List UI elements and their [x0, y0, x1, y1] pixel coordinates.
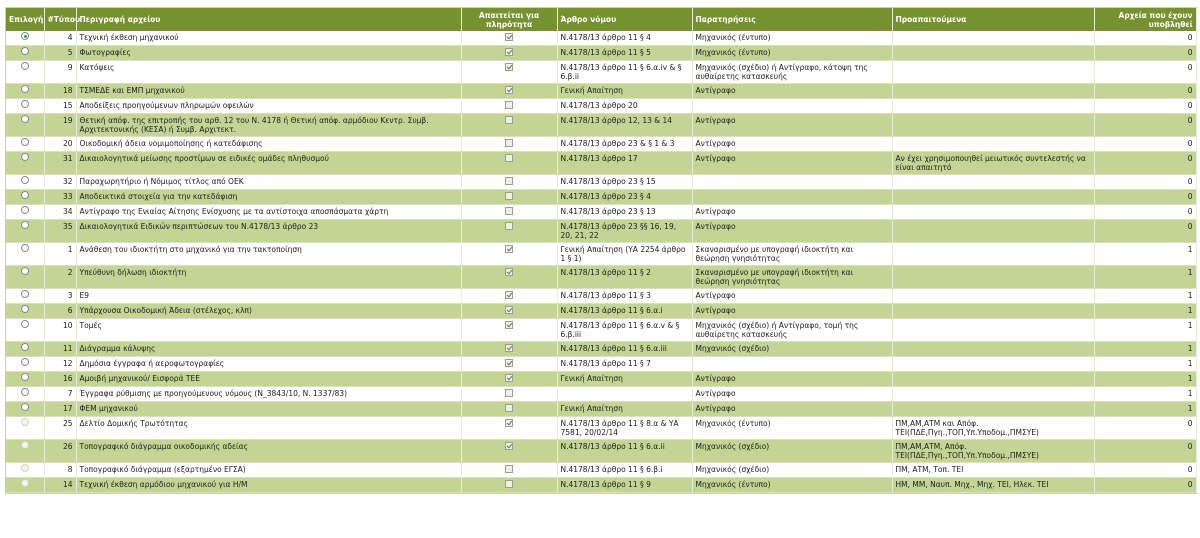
row-select-radio[interactable]	[21, 221, 29, 229]
select-cell	[6, 190, 44, 205]
law-article-cell: N.4178/13 άρθρο 23 § 4	[557, 190, 692, 205]
row-select-radio[interactable]	[21, 267, 29, 275]
type-no-cell: 25	[44, 417, 76, 440]
prerequisites-cell	[892, 46, 1094, 61]
type-no-cell: 26	[44, 440, 76, 463]
type-no-cell: 1	[44, 243, 76, 266]
description-cell: Αντίγραφο της Ενιαίας Αίτησης Ενίσχυσης με τα αντίστοιχα αποσπάσματα χάρτη	[76, 205, 461, 220]
required-checkbox	[505, 419, 513, 427]
description-cell: ΦΕΜ μηχανικού	[76, 402, 461, 417]
col-header-remarks[interactable]: Παρατηρήσεις	[692, 8, 892, 31]
law-article-cell: N.4178/13 άρθρο 20	[557, 99, 692, 114]
row-select-radio[interactable]	[21, 85, 29, 93]
row-select-radio	[21, 418, 29, 426]
description-cell: Παραχωρητήριο ή Νόμιμος τίτλος από ΟΕΚ	[76, 175, 461, 190]
required-checkbox	[505, 465, 513, 473]
required-cell	[461, 319, 557, 342]
type-no-cell: 18	[44, 84, 76, 99]
table-row[interactable]	[6, 402, 1196, 417]
table-row[interactable]	[6, 372, 1196, 387]
row-select-radio[interactable]	[21, 176, 29, 184]
table-row[interactable]	[6, 266, 1196, 289]
table-row[interactable]	[6, 304, 1196, 319]
law-article-cell: N.4178/13 άρθρο 11 § 6.β.i	[557, 463, 692, 478]
remarks-cell: Μηχανικός (σχέδιο) ή Αντίγραφο, κάτοψη της αυθαίρετης κατασκευής	[692, 61, 892, 84]
required-checkbox	[505, 207, 513, 215]
required-checkbox	[505, 48, 513, 56]
files-count-cell: 1	[1094, 289, 1196, 304]
remarks-cell: Αντίγραφο	[692, 304, 892, 319]
files-count-cell: 0	[1094, 440, 1196, 463]
required-checkbox	[505, 139, 513, 147]
type-no-cell: 34	[44, 205, 76, 220]
table-row[interactable]	[6, 137, 1196, 152]
select-cell	[6, 372, 44, 387]
required-cell	[461, 478, 557, 493]
description-cell: Δημόσια έγγραφα ή αεροφωτογραφίες	[76, 357, 461, 372]
row-select-radio[interactable]	[21, 62, 29, 70]
law-article-cell: N.4178/13 άρθρο 12, 13 & 14	[557, 114, 692, 137]
prerequisites-cell	[892, 357, 1094, 372]
required-checkbox	[505, 101, 513, 109]
table-header-row	[6, 8, 1196, 31]
select-cell	[6, 137, 44, 152]
type-no-cell: 15	[44, 99, 76, 114]
row-select-radio[interactable]	[21, 358, 29, 366]
row-select-radio	[21, 441, 29, 449]
description-cell: Τεχνική έκθεση μηχανικού	[76, 31, 461, 46]
type-no-cell: 16	[44, 372, 76, 387]
prerequisites-cell	[892, 61, 1094, 84]
prerequisites-cell	[892, 319, 1094, 342]
select-cell	[6, 114, 44, 137]
law-article-cell: N.4178/13 άρθρο 23 §§ 16, 19, 20, 21, 22	[557, 220, 692, 243]
law-article-cell: Γενική Απαίτηση	[557, 84, 692, 99]
row-select-radio	[21, 464, 29, 472]
description-cell: Αποδείξεις προηγούμενων πληρωμών οφειλών	[76, 99, 461, 114]
files-count-cell: 0	[1094, 137, 1196, 152]
type-no-cell: 32	[44, 175, 76, 190]
select-cell	[6, 31, 44, 46]
remarks-cell: Μηχανικός (έντυπο)	[692, 31, 892, 46]
table-row[interactable]	[6, 61, 1196, 84]
table-row[interactable]	[6, 175, 1196, 190]
table-row[interactable]	[6, 289, 1196, 304]
description-cell: Δικαιολογητικά Ειδικών περιπτώσεων του N.4178/13 άρθρο 23	[76, 220, 461, 243]
files-count-cell: 0	[1094, 478, 1196, 493]
table-row[interactable]	[6, 357, 1196, 372]
files-count-cell: 0	[1094, 31, 1196, 46]
description-cell: Τεχνική έκθεση αρμόδιου μηχανικού για Η/Μ	[76, 478, 461, 493]
table-row[interactable]	[6, 319, 1196, 342]
required-checkbox	[505, 404, 513, 412]
files-count-cell: 0	[1094, 205, 1196, 220]
row-select-radio[interactable]	[21, 191, 29, 199]
row-select-radio[interactable]	[21, 32, 29, 40]
remarks-cell: Μηχανικός (σχέδιο)	[692, 440, 892, 463]
required-cell	[461, 372, 557, 387]
required-cell	[461, 243, 557, 266]
remarks-cell: Μηχανικός (έντυπο)	[692, 417, 892, 440]
prerequisites-cell	[892, 304, 1094, 319]
law-article-cell: N.4178/13 άρθρο 11 § 6.α.v & § 6.β.iii	[557, 319, 692, 342]
prerequisites-cell	[892, 243, 1094, 266]
required-checkbox	[505, 480, 513, 488]
col-header-description[interactable]: Περιγραφή αρχείου	[76, 8, 461, 31]
select-cell	[6, 463, 44, 478]
select-cell	[6, 440, 44, 463]
type-no-cell: 2	[44, 266, 76, 289]
type-no-cell: 7	[44, 387, 76, 402]
description-cell: Τομές	[76, 319, 461, 342]
remarks-cell	[692, 175, 892, 190]
description-cell: Ανάθεση του ιδιοκτήτη στο μηχανικό για την τακτοποίηση	[76, 243, 461, 266]
select-cell	[6, 220, 44, 243]
required-cell	[461, 137, 557, 152]
row-select-radio[interactable]	[21, 403, 29, 411]
prerequisites-cell	[892, 387, 1094, 402]
remarks-cell: Μηχανικός (σχέδιο)	[692, 463, 892, 478]
prerequisites-cell	[892, 137, 1094, 152]
table-row[interactable]	[6, 463, 1196, 478]
select-cell	[6, 342, 44, 357]
required-cell	[461, 357, 557, 372]
files-count-cell: 1	[1094, 387, 1196, 402]
row-select-radio[interactable]	[21, 320, 29, 328]
law-article-cell: N.4178/13 άρθρο 17	[557, 152, 692, 175]
description-cell: Δικαιολογητικά μείωσης προστίμων σε ειδικές ομάδες πληθυσμού	[76, 152, 461, 175]
remarks-cell: Αντίγραφο	[692, 289, 892, 304]
table-row[interactable]	[6, 440, 1196, 463]
required-checkbox	[505, 321, 513, 329]
remarks-cell: Αντίγραφο	[692, 372, 892, 387]
law-article-cell: N.4178/13 άρθρο 11 § 3	[557, 289, 692, 304]
law-article-cell: N.4178/13 άρθρο 23 § 15	[557, 175, 692, 190]
required-cell	[461, 46, 557, 61]
select-cell	[6, 46, 44, 61]
prerequisites-cell	[892, 266, 1094, 289]
prerequisites-cell: ΗΜ, ΜΜ, Ναυπ. Μηχ., Μηχ. ΤΕΙ, Ηλεκ. ΤΕΙ	[892, 478, 1094, 493]
files-count-cell: 1	[1094, 402, 1196, 417]
row-select-radio[interactable]	[21, 153, 29, 161]
row-select-radio[interactable]	[21, 47, 29, 55]
table-row[interactable]	[6, 205, 1196, 220]
description-cell: Φωτογραφίες	[76, 46, 461, 61]
select-cell	[6, 99, 44, 114]
select-cell	[6, 175, 44, 190]
prerequisites-cell	[892, 205, 1094, 220]
remarks-cell	[692, 99, 892, 114]
required-checkbox	[505, 389, 513, 397]
remarks-cell	[692, 357, 892, 372]
description-cell: ΤΣΜΕΔΕ και ΕΜΠ μηχανικού	[76, 84, 461, 99]
law-article-cell	[557, 387, 692, 402]
table-row[interactable]	[6, 190, 1196, 205]
table-row[interactable]	[6, 220, 1196, 243]
law-article-cell: N.4178/13 άρθρο 11 § 2	[557, 266, 692, 289]
law-article-cell: N.4178/13 άρθρο 11 § 9	[557, 478, 692, 493]
remarks-cell: Σκαναρισμένο με υπογραφή ιδιοκτήτη και θεώρηση γνησιότητας	[692, 266, 892, 289]
law-article-cell: N.4178/13 άρθρο 11 § 7	[557, 357, 692, 372]
prerequisites-cell: ΠΜ,ΑΜ,ΑΤΜ, Απόφ. ΤΕΙ(ΠΔΕ,Πγη.,ΤΟΠ,Υπ.Υποδομ.,ΠΜΣΥΕ)	[892, 440, 1094, 463]
table-row[interactable]	[6, 99, 1196, 114]
select-cell	[6, 205, 44, 220]
required-cell	[461, 463, 557, 478]
description-cell: Τοπογραφικό διάγραμμα (εξαρτημένο ΕΓΣΑ)	[76, 463, 461, 478]
table-row[interactable]	[6, 114, 1196, 137]
table-row[interactable]	[6, 342, 1196, 357]
prerequisites-cell	[892, 342, 1094, 357]
prerequisites-cell	[892, 31, 1094, 46]
type-no-cell: 17	[44, 402, 76, 417]
required-checkbox	[505, 63, 513, 71]
prerequisites-cell	[892, 220, 1094, 243]
table-row[interactable]	[6, 31, 1196, 46]
law-article-cell: N.4178/13 άρθρο 11 § 5	[557, 46, 692, 61]
row-select-radio[interactable]	[21, 115, 29, 123]
type-no-cell: 12	[44, 357, 76, 372]
type-no-cell: 33	[44, 190, 76, 205]
description-cell: Αποδεικτικά στοιχεία για την κατεδάφιση	[76, 190, 461, 205]
remarks-cell	[692, 190, 892, 205]
law-article-cell: N.4178/13 άρθρο 23 § 13	[557, 205, 692, 220]
prerequisites-cell: Αν έχει χρησιμοποιηθεί μειωτικός συντελεστής να είναι απαιτητό	[892, 152, 1094, 175]
row-select-radio[interactable]	[21, 100, 29, 108]
prerequisites-cell	[892, 175, 1094, 190]
remarks-cell: Σκαναρισμένο με υπογραφή ιδιοκτήτη και θεώρηση γνησιότητας	[692, 243, 892, 266]
required-checkbox	[505, 154, 513, 162]
row-select-radio[interactable]	[21, 290, 29, 298]
prerequisites-cell	[892, 99, 1094, 114]
type-no-cell: 3	[44, 289, 76, 304]
required-cell	[461, 175, 557, 190]
files-count-cell: 1	[1094, 342, 1196, 357]
prerequisites-cell	[892, 190, 1094, 205]
prerequisites-cell	[892, 372, 1094, 387]
documents-table	[6, 8, 1197, 493]
select-cell	[6, 84, 44, 99]
required-checkbox	[505, 306, 513, 314]
type-no-cell: 11	[44, 342, 76, 357]
files-count-cell: 0	[1094, 417, 1196, 440]
remarks-cell: Αντίγραφο	[692, 205, 892, 220]
files-count-cell: 1	[1094, 243, 1196, 266]
files-count-cell: 0	[1094, 463, 1196, 478]
required-cell	[461, 152, 557, 175]
description-cell: Τοπογραφικό διάγραμμα οικοδομικής αδείας	[76, 440, 461, 463]
files-count-cell: 0	[1094, 61, 1196, 84]
files-count-cell: 1	[1094, 372, 1196, 387]
table-body	[6, 31, 1196, 493]
law-article-cell: Γενική Απαίτηση	[557, 372, 692, 387]
remarks-cell: Αντίγραφο	[692, 84, 892, 99]
required-checkbox	[505, 245, 513, 253]
description-cell: Θετική απόφ. της επιτροπής του αρθ. 12 του Ν. 4178 ή Θετική απόφ. αρμόδιου Κεντρ. Συμβ. Αρχιτεκτονικής (ΚΕΣΑ) ή Συμβ. Αρχιτεκτ.	[76, 114, 461, 137]
required-checkbox	[505, 268, 513, 276]
table-row[interactable]	[6, 417, 1196, 440]
description-cell: Αμοιβή μηχανικού/ Εισφορά ΤΕΕ	[76, 372, 461, 387]
required-checkbox	[505, 359, 513, 367]
required-checkbox	[505, 442, 513, 450]
documents-table-container	[5, 7, 1197, 494]
required-cell	[461, 289, 557, 304]
remarks-cell: Αντίγραφο	[692, 387, 892, 402]
required-cell	[461, 440, 557, 463]
required-cell	[461, 84, 557, 99]
required-checkbox	[505, 291, 513, 299]
remarks-cell: Μηχανικός (σχέδιο) ή Αντίγραφο, τομή της αυθαίρετης κατασκευής	[692, 319, 892, 342]
type-no-cell: 14	[44, 478, 76, 493]
description-cell: Δελτίο Δομικής Τρωτότητας	[76, 417, 461, 440]
law-article-cell: N.4178/13 άρθρο 11 § 8.α & ΥΑ 7581, 20/02/14	[557, 417, 692, 440]
type-no-cell: 35	[44, 220, 76, 243]
required-cell	[461, 304, 557, 319]
row-select-radio[interactable]	[21, 343, 29, 351]
files-count-cell: 0	[1094, 220, 1196, 243]
select-cell	[6, 152, 44, 175]
prerequisites-cell	[892, 84, 1094, 99]
type-no-cell: 19	[44, 114, 76, 137]
required-checkbox	[505, 222, 513, 230]
table-row[interactable]	[6, 478, 1196, 493]
required-cell	[461, 190, 557, 205]
prerequisites-cell	[892, 402, 1094, 417]
prerequisites-cell	[892, 289, 1094, 304]
description-cell: Ε9	[76, 289, 461, 304]
type-no-cell: 9	[44, 61, 76, 84]
files-count-cell: 0	[1094, 190, 1196, 205]
remarks-cell: Αντίγραφο	[692, 137, 892, 152]
col-header-prerequisites[interactable]: Προαπαιτούμενα	[892, 8, 1094, 31]
prerequisites-cell: ΠΜ, ΑΤΜ, Τοπ. ΤΕΙ	[892, 463, 1094, 478]
files-count-cell: 1	[1094, 266, 1196, 289]
remarks-cell: Αντίγραφο	[692, 402, 892, 417]
required-checkbox	[505, 344, 513, 352]
required-cell	[461, 417, 557, 440]
required-cell	[461, 387, 557, 402]
row-select-radio[interactable]	[21, 305, 29, 313]
law-article-cell: Γενική Απαίτηση	[557, 402, 692, 417]
remarks-cell: Μηχανικός (σχέδιο)	[692, 342, 892, 357]
required-cell	[461, 266, 557, 289]
select-cell	[6, 357, 44, 372]
select-cell	[6, 266, 44, 289]
law-article-cell: N.4178/13 άρθρο 11 § 6.α.i	[557, 304, 692, 319]
law-article-cell: N.4178/13 άρθρο 11 § 4	[557, 31, 692, 46]
required-checkbox	[505, 177, 513, 185]
select-cell	[6, 402, 44, 417]
type-no-cell: 10	[44, 319, 76, 342]
files-count-cell: 0	[1094, 152, 1196, 175]
required-cell	[461, 220, 557, 243]
files-count-cell: 1	[1094, 304, 1196, 319]
files-count-cell: 0	[1094, 84, 1196, 99]
required-cell	[461, 342, 557, 357]
row-select-radio[interactable]	[21, 206, 29, 214]
prerequisites-cell	[892, 114, 1094, 137]
files-count-cell: 0	[1094, 114, 1196, 137]
table-row[interactable]	[6, 152, 1196, 175]
row-select-radio[interactable]	[21, 388, 29, 396]
law-article-cell: N.4178/13 άρθρο 11 § 6.α.iv & § 6.β.ii	[557, 61, 692, 84]
type-no-cell: 5	[44, 46, 76, 61]
table-row[interactable]	[6, 46, 1196, 61]
row-select-radio	[21, 479, 29, 487]
required-checkbox	[505, 374, 513, 382]
required-cell	[461, 205, 557, 220]
files-count-cell: 0	[1094, 46, 1196, 61]
description-cell: Υπάρχουσα Οικοδομική Άδεια (στέλεχος, κλπ)	[76, 304, 461, 319]
select-cell	[6, 387, 44, 402]
type-no-cell: 6	[44, 304, 76, 319]
description-cell: Υπεύθυνη δήλωση ιδιοκτήτη	[76, 266, 461, 289]
table-row[interactable]	[6, 84, 1196, 99]
required-cell	[461, 99, 557, 114]
law-article-cell: N.4178/13 άρθρο 23 & § 1 & 3	[557, 137, 692, 152]
law-article-cell: N.4178/13 άρθρο 11 § 6.α.ii	[557, 440, 692, 463]
type-no-cell: 8	[44, 463, 76, 478]
required-cell	[461, 61, 557, 84]
select-cell	[6, 289, 44, 304]
required-cell	[461, 31, 557, 46]
law-article-cell: Γενική Απαίτηση (ΥΑ 2254 άρθρο 1 § 1)	[557, 243, 692, 266]
row-select-radio[interactable]	[21, 138, 29, 146]
law-article-cell: N.4178/13 άρθρο 11 § 6.α.iii	[557, 342, 692, 357]
files-count-cell: 0	[1094, 175, 1196, 190]
description-cell: Έγγραφα ρύθμισης με προηγούμενους νόμους (N_3843/10, N. 1337/83)	[76, 387, 461, 402]
table-row[interactable]	[6, 387, 1196, 402]
row-select-radio[interactable]	[21, 244, 29, 252]
description-cell: Οικοδομική άδεια νομιμοποίησης ή κατεδάφισης	[76, 137, 461, 152]
type-no-cell: 20	[44, 137, 76, 152]
select-cell	[6, 417, 44, 440]
remarks-cell: Μηχανικός (έντυπο)	[692, 46, 892, 61]
remarks-cell: Αντίγραφο	[692, 152, 892, 175]
required-checkbox	[505, 86, 513, 94]
col-header-files-uploaded[interactable]: Αρχεία που έχουν υποβληθεί	[1094, 8, 1196, 31]
files-count-cell: 0	[1094, 99, 1196, 114]
col-header-type-no[interactable]: #Τύπου	[44, 8, 76, 31]
required-cell	[461, 114, 557, 137]
select-cell	[6, 478, 44, 493]
type-no-cell: 31	[44, 152, 76, 175]
col-header-required[interactable]: Απαιτείται για πληρότητα	[461, 8, 557, 31]
description-cell: Κατόψεις	[76, 61, 461, 84]
select-cell	[6, 304, 44, 319]
files-count-cell: 1	[1094, 319, 1196, 342]
remarks-cell: Μηχανικός (έντυπο)	[692, 478, 892, 493]
row-select-radio[interactable]	[21, 373, 29, 381]
top-spacer	[0, 0, 1200, 7]
required-checkbox	[505, 33, 513, 41]
type-no-cell: 4	[44, 31, 76, 46]
required-cell	[461, 402, 557, 417]
table-row[interactable]	[6, 243, 1196, 266]
files-count-cell: 1	[1094, 357, 1196, 372]
select-cell	[6, 319, 44, 342]
select-cell	[6, 243, 44, 266]
col-header-law-article[interactable]: Άρθρο νόμου	[557, 8, 692, 31]
remarks-cell: Αντίγραφο	[692, 114, 892, 137]
required-checkbox	[505, 116, 513, 124]
required-checkbox	[505, 192, 513, 200]
description-cell: Διάγραμμα κάλυψης	[76, 342, 461, 357]
col-header-select[interactable]: Επιλογή	[6, 8, 44, 31]
remarks-cell: Αντίγραφο	[692, 220, 892, 243]
select-cell	[6, 61, 44, 84]
prerequisites-cell: ΠΜ,ΑΜ,ΑΤΜ και Απόφ. ΤΕΙ(ΠΔΕ,Πγη.,ΤΟΠ,Υπ.Υποδομ.,ΠΜΣΥΕ)	[892, 417, 1094, 440]
